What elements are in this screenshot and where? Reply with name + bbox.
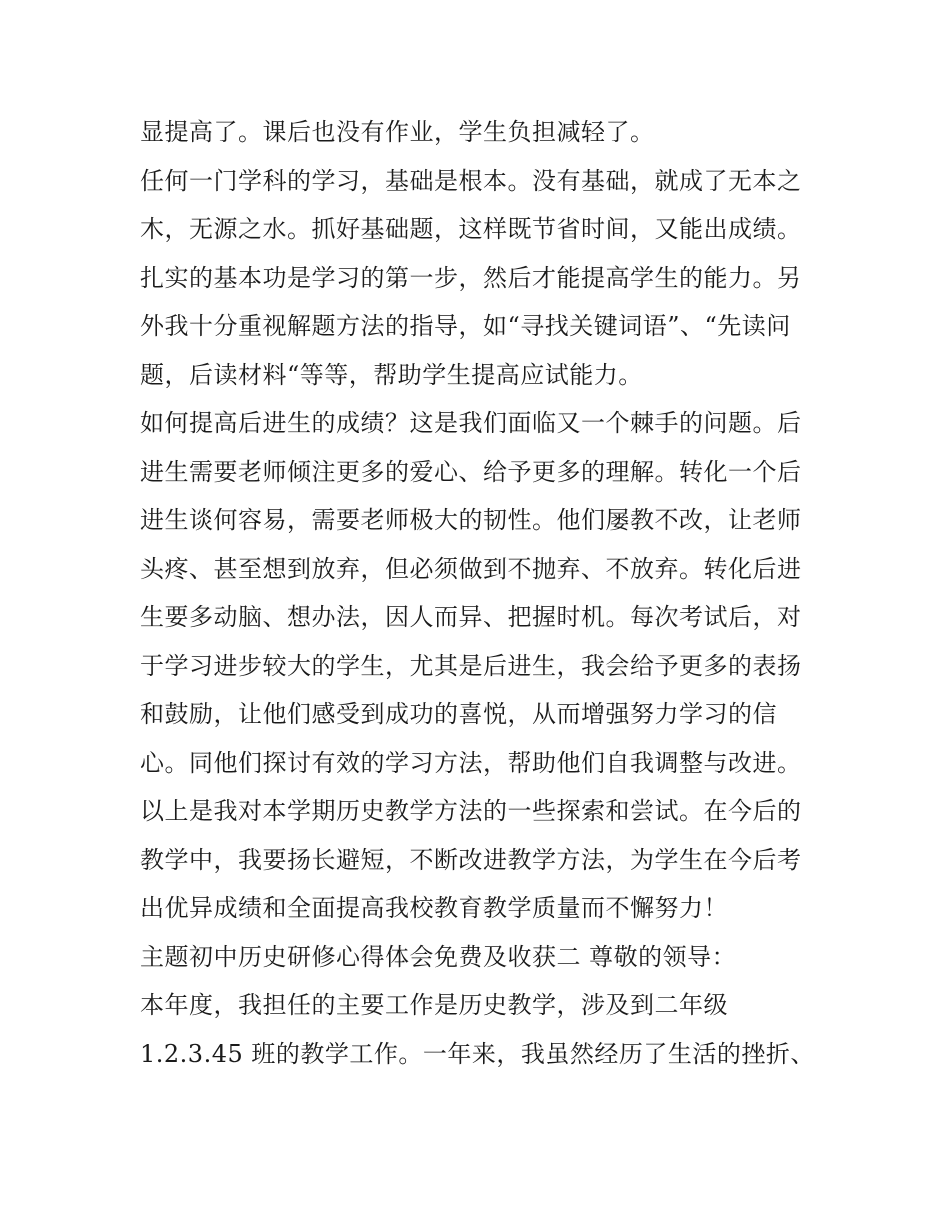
text-line: 显提高了。课后也没有作业，学生负担减轻了。 [140,118,655,146]
section-heading: 主题初中历史研修心得体会免费及收获二 尊敬的领导： [140,942,737,971]
text-line: 本年度，我担任的主要工作是历史教学，涉及到二年级 [140,991,728,1019]
text-line: 出优异成绩和全面提高我校教育教学质量而不懈努力！ [140,894,728,922]
text-line: 教学中，我要扬长避短，不断改进教学方法，为学生在今后考 [140,845,802,874]
text-line: 题，后读材料“等等，帮助学生提高应试能力。 [140,360,643,389]
text-line: 木，无源之水。抓好基础题，这样既节省时间，又能出成绩。 [140,215,802,243]
text-line: 和鼓励，让他们感受到成功的喜悦，从而增强努力学习的信 [140,700,777,728]
text-line: 心。同他们探讨有效的学习方法，帮助他们自我调整与改进。 [140,748,802,777]
text-line: 以上是我对本学期历史教学方法的一些探索和尝试。在今后的 [140,797,802,825]
text-line: 扎实的基本功是学习的第一步，然后才能提高学生的能力。另 [140,263,802,292]
text-line: 于学习进步较大的学生，尤其是后进生，我会给予更多的表扬 [140,651,802,680]
document-body [140,108,820,1078]
text-line: 1.2.3.45 班的教学工作。一年来，我虽然经历了生活的挫折、 [140,1039,815,1068]
text-line: 外我十分重视解题方法的指导，如“寻找关键词语”、“先读问 [140,312,791,340]
text-line: 进生谈何容易，需要老师极大的韧性。他们屡教不改，让老师 [140,506,802,534]
text-line: 如何提高后进生的成绩？这是我们面临又一个棘手的问题。后 [140,409,802,437]
text-line: 头疼、甚至想到放弃，但必须做到不抛弃、不放弃。转化后进 [140,554,802,583]
text-line: 生要多动脑、想办法，因人而异、把握时机。每次考试后，对 [140,603,802,631]
text-line: 进生需要老师倾注更多的爱心、给予更多的理解。转化一个后 [140,457,802,486]
text-line: 任何一门学科的学习，基础是根本。没有基础，就成了无本之 [140,166,802,195]
